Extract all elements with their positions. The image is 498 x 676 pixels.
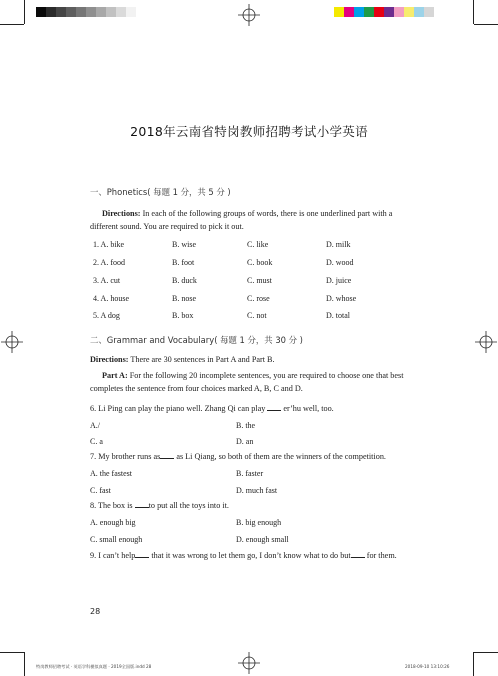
option-c: C. fast — [90, 486, 111, 495]
option-b: B. wise — [172, 240, 196, 249]
crop-mark — [0, 652, 24, 653]
page-title: 2018年云南省特岗教师招聘考试小学英语 — [130, 124, 368, 139]
option-a: A. the fastest — [90, 469, 132, 478]
color-swatch — [36, 7, 46, 17]
answer-blank — [160, 451, 174, 459]
option-c: C. a — [90, 437, 103, 446]
directions-grammar — [90, 353, 412, 366]
question-text: to put all the toys into it. — [148, 501, 229, 510]
color-swatch — [46, 7, 56, 17]
option-b: B. big enough — [236, 518, 282, 527]
option-d: D. enough small — [236, 535, 289, 544]
page-number: 28 — [90, 607, 101, 616]
directions-label: Directions: — [90, 355, 129, 364]
question-text: that it was wrong to let them go, I don’t know what to do but — [149, 551, 351, 560]
question-text: 7. My brother runs as — [90, 452, 161, 461]
color-swatch — [86, 7, 96, 17]
question-text: er’hu well, too. — [281, 404, 334, 413]
question-6 — [90, 402, 412, 415]
color-swatch — [66, 7, 76, 17]
option-d: D. much fast — [236, 486, 278, 495]
crop-mark — [0, 24, 24, 25]
registration-mark-icon — [475, 331, 497, 353]
color-calibration-strip — [334, 7, 434, 17]
color-swatch — [334, 7, 344, 17]
color-swatch — [344, 7, 354, 17]
color-swatch — [374, 7, 384, 17]
question-text: for them. — [364, 551, 397, 560]
color-swatch — [76, 7, 86, 17]
option-b: B. faster — [236, 469, 264, 478]
crop-mark — [473, 0, 474, 24]
color-swatch — [116, 7, 126, 17]
directions-text: In each of the following groups of words, there is one underlined part with a different sound. You are required to pick it out. — [90, 209, 393, 231]
option-b: B. foot — [172, 258, 195, 267]
option-d: D. milk — [326, 240, 351, 249]
option-a: A./ — [90, 421, 100, 430]
color-swatch — [364, 7, 374, 17]
option-d: D. total — [326, 311, 350, 320]
option-b: B. the — [236, 421, 256, 430]
answer-blank — [267, 403, 281, 411]
option-a: 2. A. food — [93, 258, 125, 267]
color-swatch — [126, 7, 136, 17]
crop-mark — [474, 24, 498, 25]
option-c: C. book — [247, 258, 273, 267]
print-slug-left: 特岗教师招聘考试 · 英语学科模拟真题 · 2019全国版.indd 28 — [36, 664, 152, 669]
option-c: C. must — [247, 276, 272, 285]
answer-blank — [135, 500, 149, 508]
directions-text: There are 30 sentences in Part A and Part B. — [128, 355, 275, 364]
option-a: A. enough big — [90, 518, 136, 527]
color-swatch — [354, 7, 364, 17]
option-a: 3. A. cut — [93, 276, 121, 285]
question-text: 9. I can’t help — [90, 551, 136, 560]
option-b: B. box — [172, 311, 194, 320]
part-a-label: Part A: — [102, 371, 128, 380]
print-slug-right: 2018-09-10 13:10:26 — [405, 664, 450, 669]
option-d: D. an — [236, 437, 254, 446]
question-text: as Li Qiang, so both of them are the winners of the competition. — [174, 452, 386, 461]
color-swatch — [384, 7, 394, 17]
option-c: C. like — [247, 240, 269, 249]
color-swatch — [96, 7, 106, 17]
option-a: 1. A. bike — [93, 240, 125, 249]
part-a-text: For the following 20 incomplete sentences, you are required to choose one that best completes the sentence from four choices marked A, B, C and D. — [90, 371, 404, 393]
answer-blank — [135, 550, 149, 558]
option-b: B. nose — [172, 294, 196, 303]
option-d: D. juice — [326, 276, 352, 285]
registration-mark-icon — [1, 331, 23, 353]
registration-mark-icon — [238, 4, 260, 26]
registration-mark-icon — [238, 652, 260, 674]
option-c: C. not — [247, 311, 267, 320]
gray-calibration-strip — [36, 7, 136, 17]
color-swatch — [106, 7, 116, 17]
option-c: C. rose — [247, 294, 270, 303]
option-b: B. duck — [172, 276, 197, 285]
directions-label: Directions: — [102, 209, 141, 218]
question-text: 6. Li Ping can play the piano well. Zhang Qi can play — [90, 404, 268, 413]
question-9 — [90, 549, 412, 562]
answer-blank — [351, 550, 365, 558]
option-d: D. wood — [326, 258, 354, 267]
option-a: 4. A. house — [93, 294, 129, 303]
crop-mark — [473, 652, 474, 676]
crop-mark — [24, 0, 25, 24]
crop-mark — [474, 652, 498, 653]
option-c: C. small enough — [90, 535, 143, 544]
question-text: 8. The box is — [90, 501, 135, 510]
color-swatch — [56, 7, 66, 17]
color-swatch — [414, 7, 424, 17]
option-d: D. whose — [326, 294, 357, 303]
section-heading-phonetics: 一、Phonetics( 每题 1 分，共 5 分 ) — [90, 187, 231, 197]
color-swatch — [424, 7, 434, 17]
part-a-instructions — [90, 369, 412, 395]
question-8 — [90, 499, 412, 512]
question-7 — [90, 450, 412, 463]
directions-phonetics — [90, 207, 412, 233]
color-swatch — [404, 7, 414, 17]
section-heading-grammar: 二、Grammar and Vocabulary( 每题 1 分，共 30 分 ) — [90, 335, 303, 345]
color-swatch — [394, 7, 404, 17]
crop-mark — [24, 652, 25, 676]
option-a: 5. A dog — [93, 311, 120, 320]
